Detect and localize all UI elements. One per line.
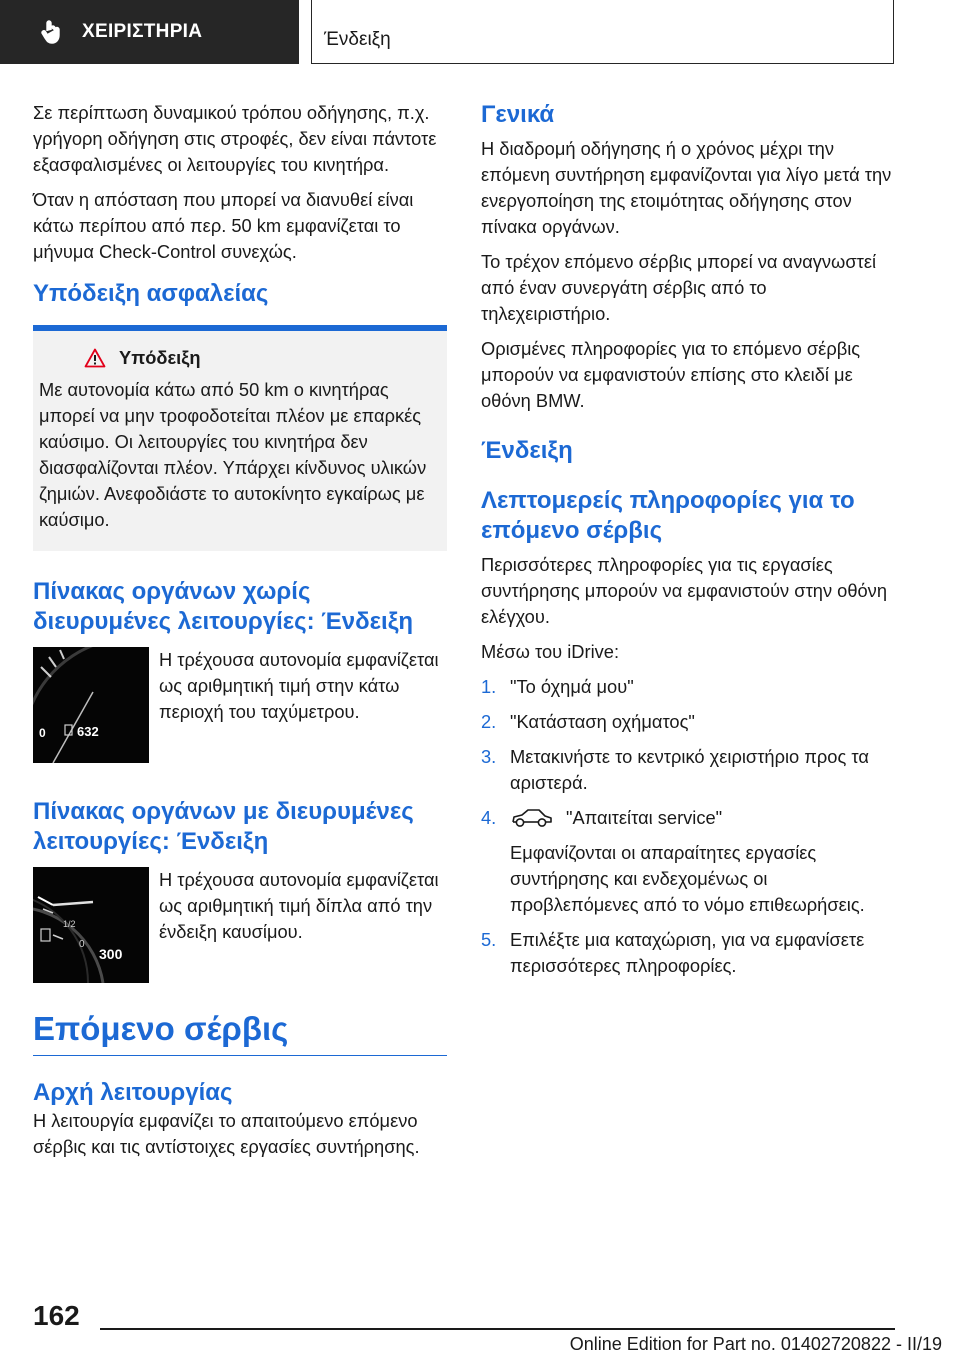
principle-text: Η λειτουργία εμφανίζει το απαιτούμενο επόμενο σέρβις και τις αντίστοιχες εργασίες συντήρησης. [33, 1110, 420, 1157]
extended-cluster-heading: Πίνακας οργάνων με διευρυμένες λειτουργίες: Ένδειξη [33, 798, 414, 855]
svg-text:0: 0 [79, 939, 85, 950]
paragraph: Μέσω του iDrive: [481, 641, 620, 662]
step-text: "Απαιτείται service" [566, 807, 723, 828]
step-subtext: Εμφανίζονται οι απαραίτητες εργασίες συντήρησης και ενδεχομένως οι προβλεπόμενες από το νόμο επιθεωρήσεις. [510, 842, 865, 915]
right-column [481, 100, 893, 988]
step-number: 5. [481, 929, 497, 950]
safety-heading: Υπόδειξη ασφαλείας [33, 280, 269, 307]
speedometer-range-image [33, 647, 149, 763]
warning-box [33, 325, 447, 551]
step-text: "Το όχημά μου" [510, 676, 634, 697]
list-item [481, 744, 893, 796]
svg-text:1/2: 1/2 [63, 919, 76, 929]
svg-text:632: 632 [77, 724, 99, 739]
left-column [33, 100, 447, 1169]
list-item [481, 674, 893, 700]
breadcrumb [311, 0, 894, 64]
list-item [481, 927, 893, 979]
step-number: 3. [481, 746, 497, 767]
warning-text: Με αυτονομία κάτω από 50 km ο κινητήρας μπορεί να μην τροφοδοτείται πλέον με επαρκές καύσιμο. Οι λειτουργίες του κινητήρα δεν διασφαλίζονται πλέον. Υπάρχει κίνδυνος υλικών ζημιών. Ανεφοδιάστε το αυτοκίνητο εγκαίρως με καύσιμο. [39, 379, 427, 530]
basic-cluster-text: Η τρέχουσα αυτονομία εμφανίζεται ως αριθμητική τιμή στην κάτω περιοχή του ταχύμετρου. [159, 649, 439, 722]
step-number: 2. [481, 711, 497, 732]
paragraph: Όταν η απόσταση που μπορεί να διανυθεί είναι κάτω περίπου από περ. 50 km εμφανίζεται το μήνυμα Check-Control συνεχώς. [33, 189, 414, 262]
svg-text:0: 0 [39, 726, 46, 740]
basic-cluster-heading: Πίνακας οργάνων χωρίς διευρυμένες λειτουργίες: Ένδειξη [33, 578, 414, 635]
paragraph: Σε περίπτωση δυναμικού τρόπου οδήγησης, π.χ. γρήγορη οδήγηση στις στροφές, δεν είναι πάντοτε εξασφαλισμένες οι λειτουργίες του κινητήρα. [33, 102, 437, 175]
section-tab [0, 0, 299, 64]
step-text: Επιλέξτε μια καταχώριση, για να εμφανίσετε περισσότερες πληροφορίες. [510, 929, 865, 976]
warning-label: Υπόδειξη [119, 347, 201, 368]
details-heading: Λεπτομερείς πληροφορίες για το επόμενο σέρβις [481, 487, 855, 544]
breadcrumb-label: Ένδειξη [324, 29, 391, 50]
paragraph: Περισσότερες πληροφορίες για τις εργασίες συντήρησης μπορούν να εμφανιστούν στην οθόνη ελέγχου. [481, 554, 887, 627]
paragraph: Η διαδρομή οδήγησης ή ο χρόνος μέχρι την επόμενη συντήρηση εμφανίζονται για λίγο μετά την ενεργοποίηση της ετοιμότητας οδήγησης στον πίνακα οργάνων. [481, 138, 892, 237]
warning-triangle-icon [84, 348, 106, 368]
list-item [481, 709, 893, 735]
paragraph: Ορισμένες πληροφορίες για το επόμενο σέρβις μπορούν να εμφανιστούν επίσης στο κλειδί με οθόνη BMW. [481, 338, 861, 411]
svg-text:300: 300 [99, 946, 123, 962]
general-heading: Γενικά [481, 101, 555, 128]
step-text: "Κατάσταση οχήματος" [510, 711, 695, 732]
footer-divider [100, 1328, 895, 1330]
edition-note: Online Edition for Part no. 01402720822 - II/19 [569, 1334, 942, 1354]
paragraph: Το τρέχον επόμενο σέρβις μπορεί να αναγνωστεί από έναν συνεργάτη σέρβις από το τηλεχειριστήριο. [481, 251, 877, 324]
section-title: ΧΕΙΡΙΣΤΗΡΙΑ [82, 21, 203, 42]
page-number: 162 [33, 1300, 80, 1331]
step-number: 4. [481, 807, 497, 828]
list-item [481, 805, 893, 918]
next-service-title: Επόμενο σέρβις [33, 1010, 289, 1047]
hand-pointer-icon [38, 18, 66, 46]
principle-heading: Αρχή λειτουργίας [33, 1079, 233, 1106]
car-icon [510, 807, 554, 829]
steps-list [481, 674, 893, 979]
step-number: 1. [481, 676, 497, 697]
fuel-gauge-range-image [33, 867, 149, 983]
step-text: Μετακινήστε το κεντρικό χειριστήριο προς τα αριστερά. [510, 746, 869, 793]
extended-cluster-text: Η τρέχουσα αυτονομία εμφανίζεται ως αριθμητική τιμή δίπλα από την ένδειξη καυσίμου. [159, 869, 439, 942]
display-heading: Ένδειξη [481, 437, 573, 464]
